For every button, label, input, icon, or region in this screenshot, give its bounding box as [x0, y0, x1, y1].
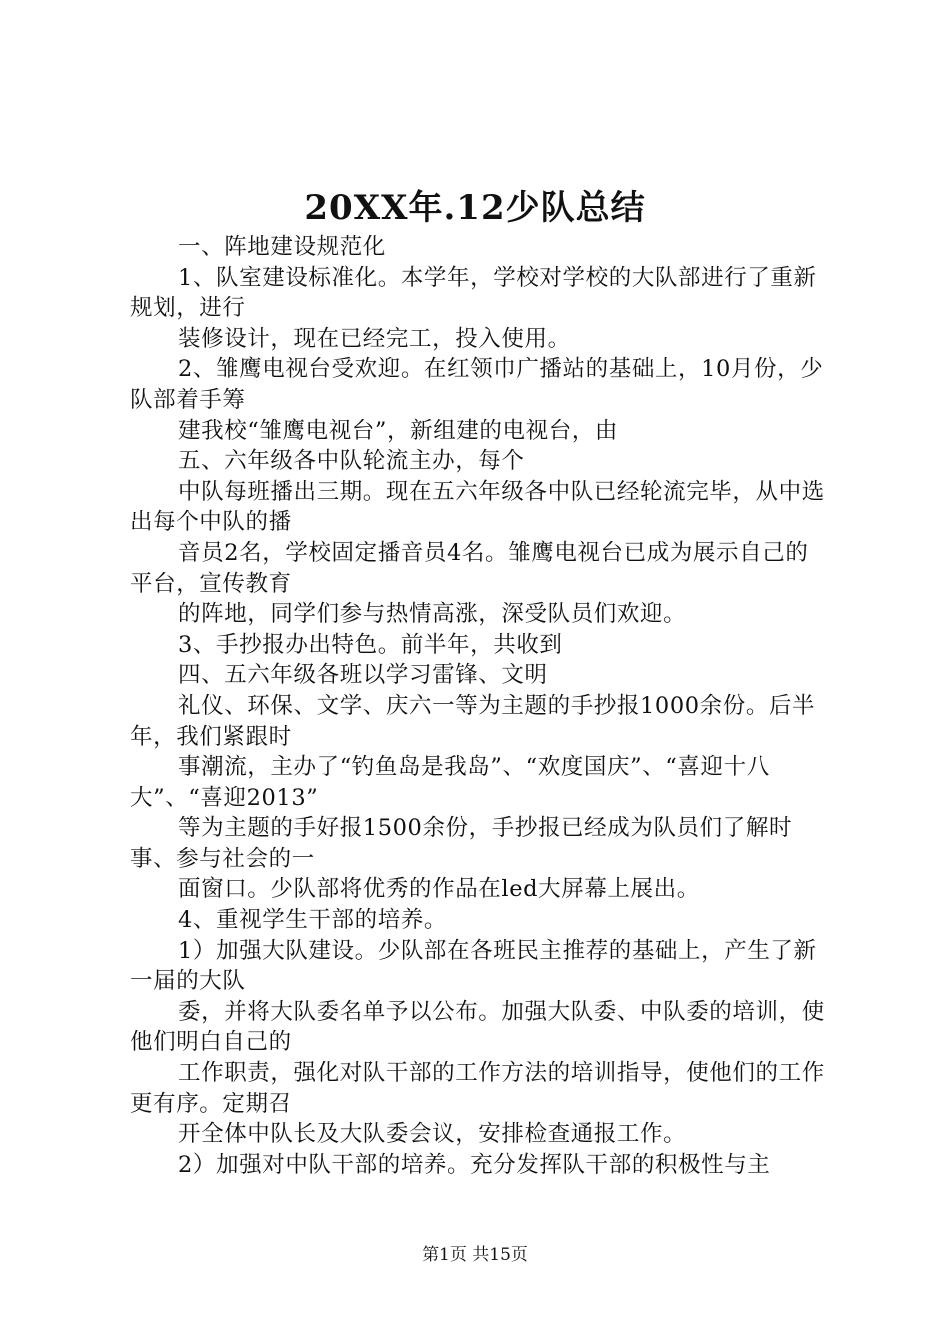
paragraph: 的阵地，同学们参与热情高涨，深受队员们欢迎。 [178, 601, 687, 628]
paragraph: 2）加强对中队干部的培养。充分发挥队干部的积极性与主 [178, 1151, 771, 1178]
paragraph: 2、雏鹰电视台受欢迎。在红领巾广播站的基础上，10月份，少队部着手筹 [130, 356, 824, 413]
paragraph: 1）加强大队建设。少队部在各班民主推荐的基础上，产生了新一届的大队 [130, 937, 817, 995]
paragraph: 礼仪、环保、文学、庆六一等为主题的手抄报1000余份。后半年，我们紧跟时 [130, 692, 816, 750]
paragraph: 面窗口。少队部将优秀的作品在led大屏幕上展出。 [178, 876, 700, 903]
document-body [130, 232, 830, 1180]
paragraph: 工作职责，强化对队干部的工作方法的培训指导，使他们的工作更有序。定期召 [130, 1060, 825, 1117]
paragraph: 4、重视学生干部的培养。 [178, 907, 448, 934]
paragraph: 装修设计，现在已经完工，投入使用。 [178, 325, 571, 352]
paragraph: 中队每班播出三期。现在五六年级各中队已经轮流完毕，从中选出每个中队的播 [130, 478, 825, 536]
paragraph: 3、手抄报办出特色。前半年，共收到 [178, 631, 563, 658]
paragraph: 委，并将大队委名单予以公布。加强大队委、中队委的培训，使他们明白自己的 [130, 998, 825, 1056]
document-title: 20XX年.12少队总结 [304, 188, 646, 228]
paragraph: 音员2名，学校固定播音员4名。雏鹰电视台已成为展示自己的平台，宣传教育 [130, 539, 809, 597]
paragraph: 1、队室建设标准化。本学年，学校对学校的大队部进行了重新规划，进行 [130, 264, 817, 322]
paragraph: 一、阵地建设规范化 [178, 234, 386, 260]
paragraph: 四、五六年级各班以学习雷锋、文明 [178, 662, 548, 689]
paragraph: 建我校“雏鹰电视台”，新组建的电视台，由 [178, 417, 619, 444]
paragraph: 开全体中队长及大队委会议，安排检查通报工作。 [178, 1121, 687, 1148]
paragraph: 五、六年级各中队轮流主办，每个 [178, 448, 525, 475]
paragraph: 事潮流，主办了“钓鱼岛是我岛”、“欢度国庆”、“喜迎十八大”、“喜迎2013” [130, 754, 770, 811]
page-number-footer: 第1页 共15页 [422, 1245, 528, 1265]
paragraph: 等为主题的手好报1500余份，手抄报已经成为队员们了解时事、参与社会的一 [130, 815, 793, 872]
